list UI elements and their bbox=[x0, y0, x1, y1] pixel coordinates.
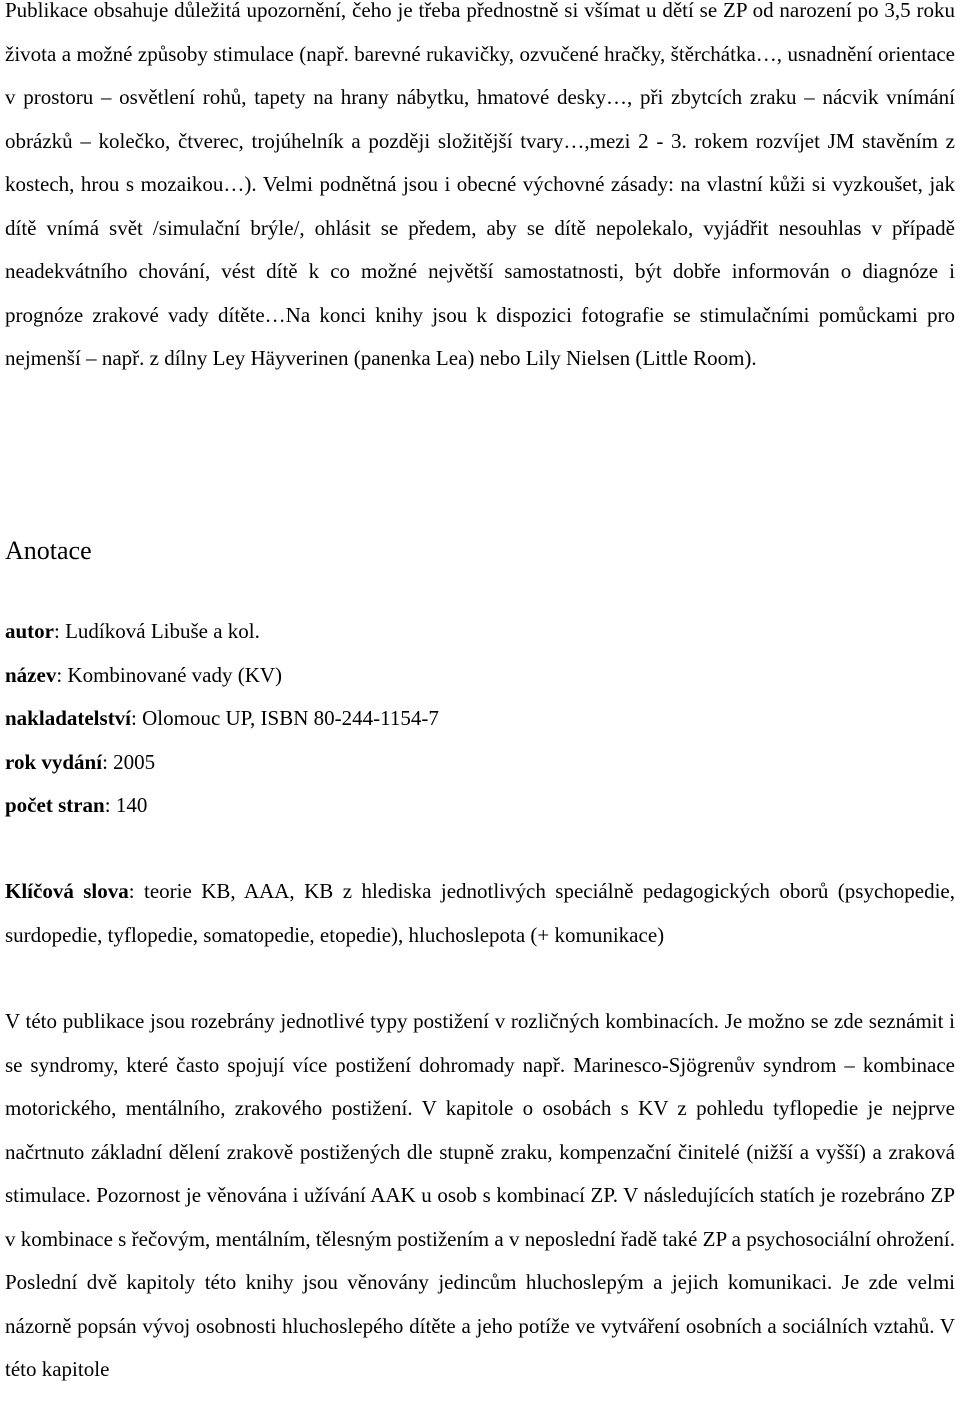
bibliographic-info bbox=[5, 610, 955, 828]
publisher-label: nakladatelství bbox=[5, 706, 132, 730]
keywords-value: : teorie KB, AAA, KB z hlediska jednotlivých speciálně pedagogických oborů (psychopedie, surdopedie, tyflopedie, somatopedie, etopedie), hluchoslepota (+ komunikace) bbox=[5, 879, 955, 947]
publisher-row bbox=[5, 697, 955, 741]
keywords-paragraph bbox=[5, 870, 955, 957]
pages-label: počet stran bbox=[5, 793, 105, 817]
intro-paragraph: Publikace obsahuje důležitá upozornění, čeho je třeba přednostně si všímat u dětí se ZP od narození po 3,5 roku života a možné způsoby stimulace (např. barevné rukavičky, ozvučené hračky, štěrchátka…, usnadnění orientace v prostoru – osvětlení rohů, tapety na hrany nábytku, hmatové desky…, při zbytcích zraku – nácvik vnímání obrázků – kolečko, čtverec, trojúhelník a později složitější tvary…,mezi 2 - 3. rokem rozvíjet JM stavěním z kostech, hrou s mozaikou…). Velmi podnětná jsou i obecné výchovné zásady: na vlastní kůži si vyzkoušet, jak dítě vnímá svět /simulační brýle/, ohlásit se předem, aby se dítě nepolekalo, vyjádřit nesouhlas v případě neadekvátního chování, vést dítě k co možné největší samostatnosti, být dobře informován o diagnóze i prognóze zrakové vady dítěte…Na konci knihy jsou k dispozici fotografie se stimulačními pomůckami pro nejmenší – např. z dílny Ley Häyverinen (panenka Lea) nebo Lily Nielsen (Little Room). bbox=[5, 0, 955, 370]
year-row bbox=[5, 741, 955, 785]
publisher-value: : Olomouc UP, ISBN 80-244-1154-7 bbox=[131, 706, 439, 730]
pages-row bbox=[5, 784, 955, 828]
title-row bbox=[5, 654, 955, 698]
year-value: : 2005 bbox=[102, 749, 156, 774]
author-value: : Ludíková Libuše a kol. bbox=[54, 619, 260, 643]
document-page bbox=[5, 0, 955, 1381]
description-paragraph: V této publikace jsou rozebrány jednotlivé typy postižení v rozličných kombinacích. Je možno se zde seznámit i se syndromy, které často spojují více postižení dohromady např. Marinesco-Sjögrenův syndrom – kombinace motorického, mentálního, zrakového postižení. V kapitole o osobách s KV z pohledu tyflopedie je nejprve načrtnuto základní dělení zrakově postižených dle stupně zraku, kompenzační činitelé (nižší a vyšší) a zraková stimulace. Pozornost je věnována i užívání AAK u osob s kombinací ZP. V následujících statích je rozebráno ZP v kombinace s řečovým, mentálním, tělesným postižením a v neposlední řadě také ZP a psychosociální ohrožení. Poslední dvě kapitoly této knihy jsou věnovány jedincům hluchoslepým a jejich komunikaci. Je zde velmi názorně popsán vývoj osobnosti hluchoslepého dítěte a jeho potíže ve vytváření osobních a sociálních vztahů. V této kapitole bbox=[5, 1009, 955, 1381]
author-row bbox=[5, 610, 955, 654]
title-value: : Kombinované vady (KV) bbox=[56, 662, 283, 687]
section-heading: Anotace bbox=[5, 536, 92, 565]
year-label: rok vydání bbox=[5, 749, 103, 774]
title-label: název bbox=[5, 662, 57, 687]
keywords-label: Klíčová slova bbox=[5, 879, 129, 903]
pages-value: : 140 bbox=[104, 793, 148, 817]
author-label: autor bbox=[5, 619, 54, 643]
